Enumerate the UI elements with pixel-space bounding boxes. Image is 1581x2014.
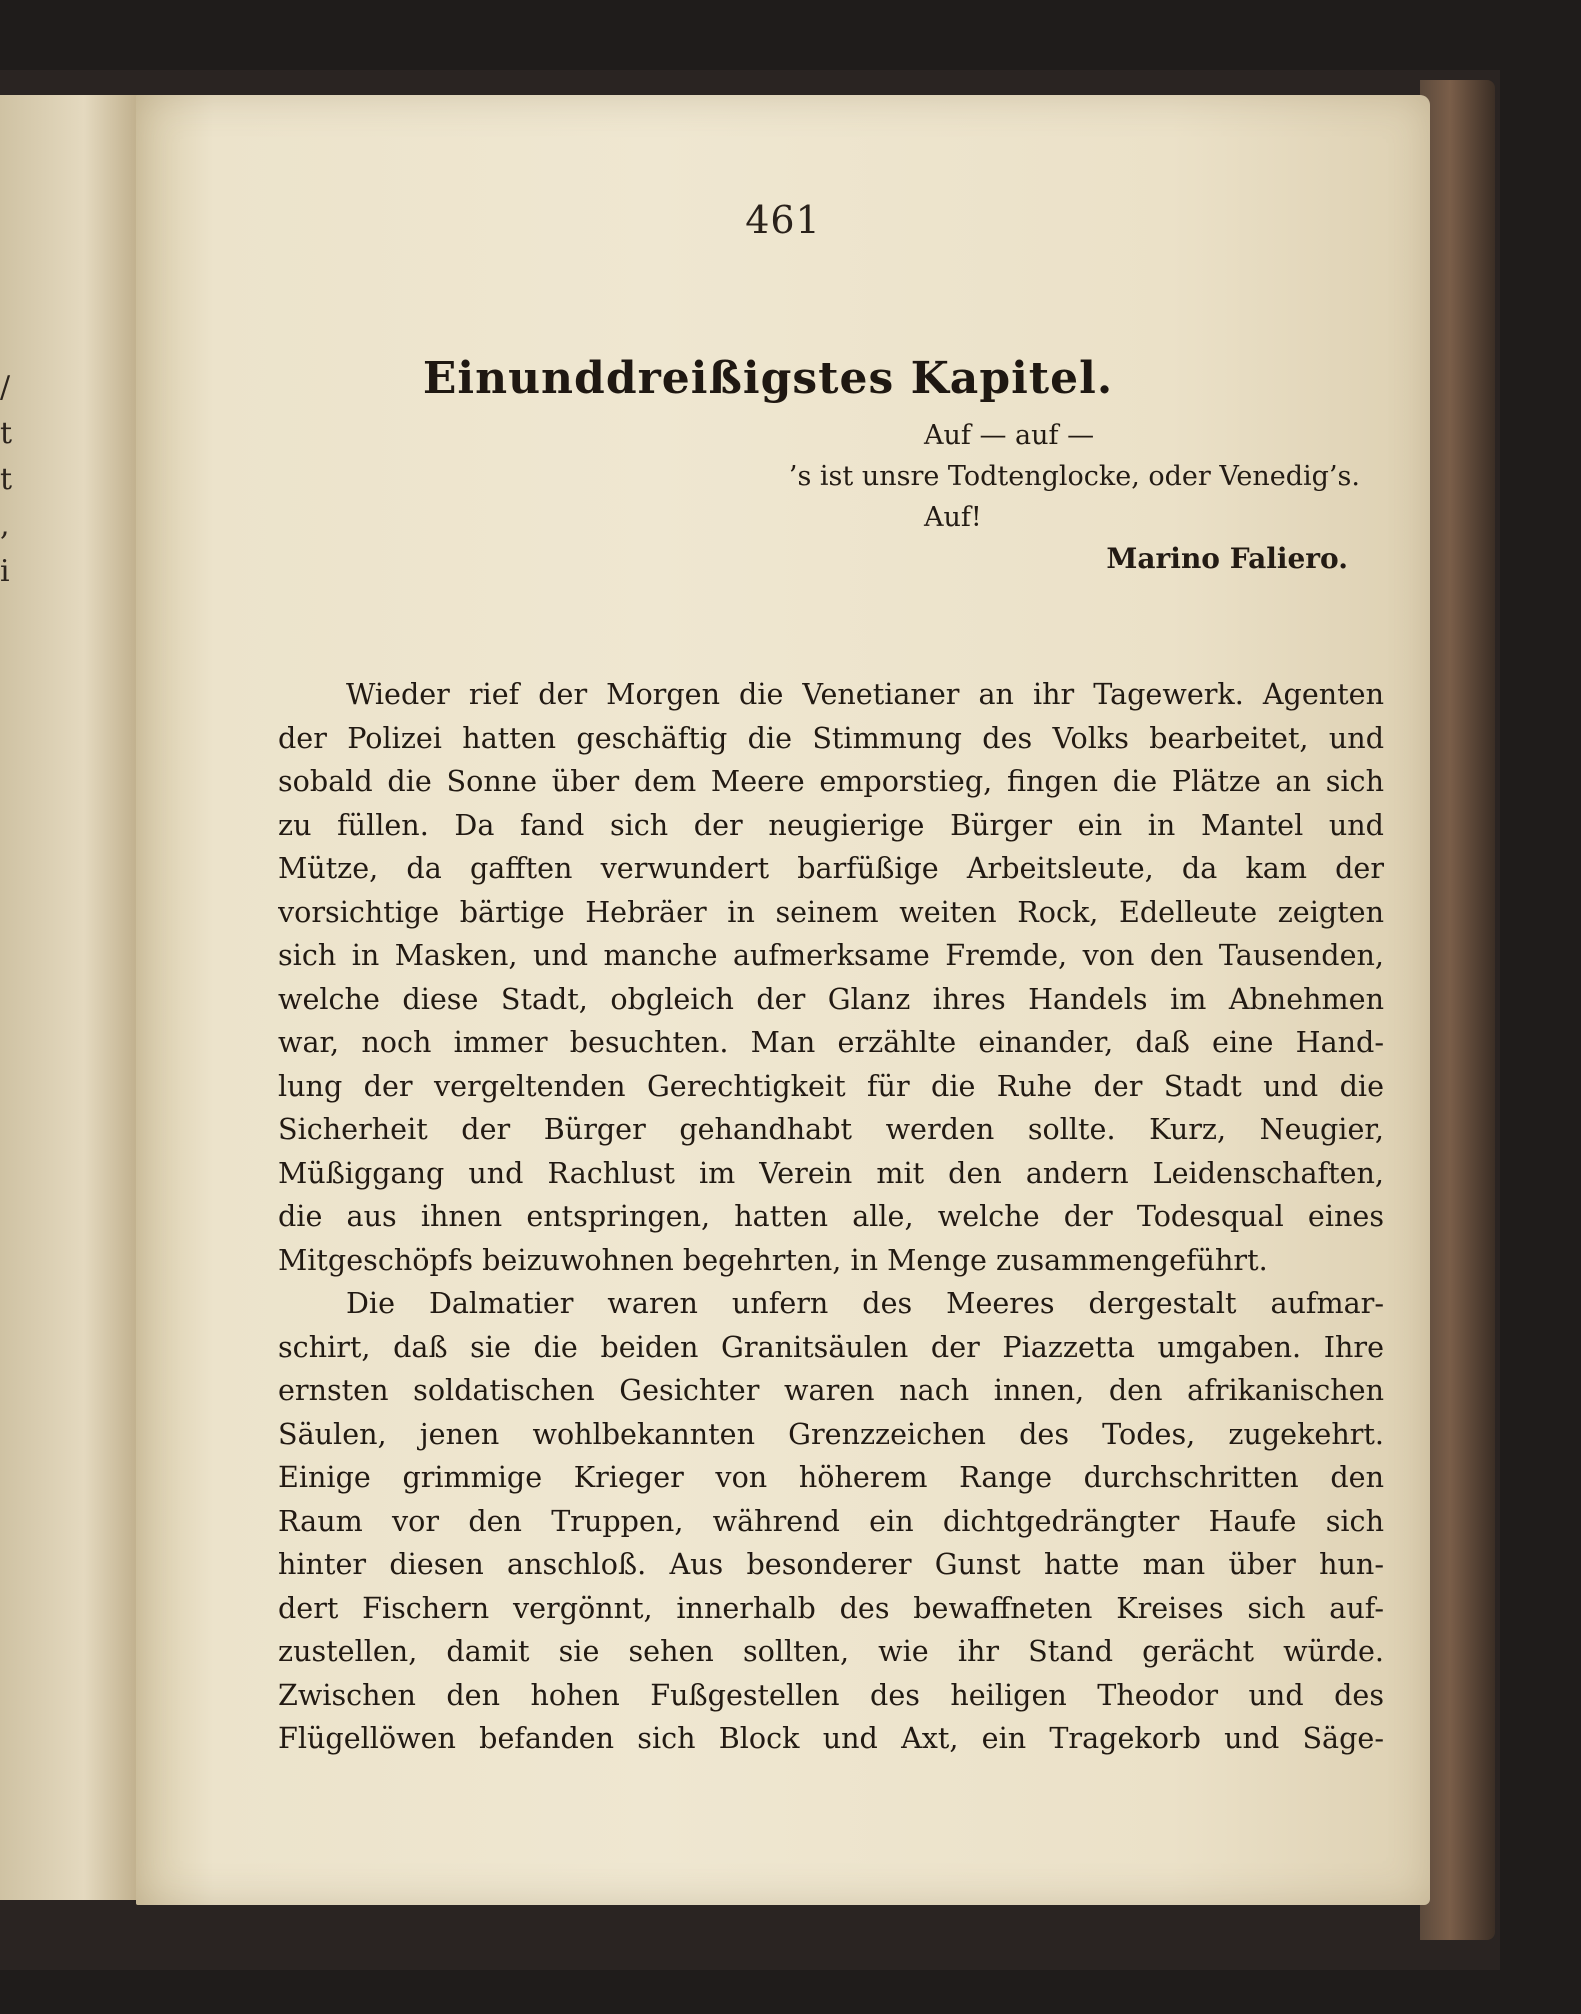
- text-line: Wieder rief der Morgen die Venetianer an ihr Tagewerk. Agenten: [346, 677, 1384, 711]
- text-line: die aus ihnen entspringen, hatten alle, welche der Todesqual eines: [278, 1199, 1384, 1233]
- left-page-edge: [0, 95, 142, 1900]
- text-line: Sicherheit der Bürger gehandhabt werden sollte. Kurz, Neugier,: [278, 1112, 1384, 1146]
- text-line: lung der vergeltenden Gerechtigkeit für die Ruhe der Stadt und die: [278, 1068, 1384, 1103]
- text-line: vorsichtige bärtige Hebräer in seinem weiten Rock, Edelleute zeigten: [278, 894, 1384, 929]
- text-line: Säulen, jenen wohlbekannten Grenzzeichen des Todes, zugekehrt.: [278, 1416, 1384, 1451]
- chapter-motto: [660, 415, 1360, 579]
- left-page-marks: [0, 365, 16, 595]
- page-number: 461: [745, 198, 821, 242]
- left-mark: i: [0, 554, 10, 589]
- text-line: Flügellöwen befanden sich Block und Axt, ein Tragekorb und Säge-: [278, 1721, 1384, 1755]
- text-line: Mütze, da gafften verwundert barfüßige Arbeitsleute, da kam der: [278, 851, 1384, 885]
- paragraph-2: [278, 1282, 1384, 1761]
- left-mark: /: [0, 370, 11, 405]
- text-line: Einige grimmige Krieger von höherem Range durchschritten den: [278, 1460, 1384, 1494]
- left-mark: t: [0, 416, 13, 451]
- body-text: [278, 673, 1384, 1761]
- motto-line: Auf!: [924, 502, 982, 533]
- motto-author: Marino Faliero.: [1106, 542, 1348, 575]
- text-line: ernsten soldatischen Gesichter waren nach innen, den afrikanischen: [278, 1373, 1384, 1407]
- text-line: sich in Masken, und manche aufmerksame Fremde, von den Tausenden,: [278, 938, 1384, 972]
- chapter-title: Einunddreißigstes Kapitel.: [422, 353, 1114, 404]
- text-line: war, noch immer besuchten. Man erzählte einander, daß eine Hand-: [278, 1025, 1384, 1059]
- text-line: dert Fischern vergönnt, innerhalb des bewaffneten Kreises sich auf-: [278, 1590, 1384, 1625]
- text-line: Mitgeschöpfs beizuwohnen begehrten, in Menge zusammengeführt.: [278, 1242, 1268, 1277]
- text-line: schirt, daß sie die beiden Granitsäulen der Piazzetta umgaben. Ihre: [278, 1329, 1384, 1364]
- left-mark: ,: [0, 508, 10, 543]
- motto-line: Auf — auf —: [924, 420, 1095, 451]
- text-line: der Polizei hatten geschäftig die Stimmung des Volks bearbeitet, und: [278, 720, 1384, 755]
- text-line: Raum vor den Truppen, während ein dichtgedrängter Haufe sich: [278, 1503, 1384, 1538]
- text-line: Müßiggang und Rachlust im Verein mit den andern Leidenschaften,: [278, 1155, 1384, 1190]
- paragraph-1: [278, 673, 1384, 1282]
- text-line: Zwischen den hohen Fußgestellen des heiligen Theodor und des: [278, 1677, 1384, 1712]
- left-mark: t: [0, 462, 13, 497]
- book-page: [136, 95, 1430, 1905]
- text-line: zustellen, damit sie sehen sollten, wie ihr Stand gerächt würde.: [278, 1634, 1384, 1668]
- text-line: hinter diesen anschloß. Aus besonderer Gunst hatte man über hun-: [278, 1547, 1384, 1581]
- text-line: Die Dalmatier waren unfern des Meeres dergestalt aufmar-: [346, 1286, 1384, 1320]
- motto-line: ’s ist unsre Todtenglocke, oder Venedig’s.: [788, 461, 1360, 492]
- book-cover-edge: [1420, 80, 1495, 1940]
- text-line: sobald die Sonne über dem Meere emporstieg, fingen die Plätze an sich: [278, 764, 1384, 798]
- text-line: welche diese Stadt, obgleich der Glanz ihres Handels im Abnehmen: [278, 981, 1384, 1016]
- text-line: zu füllen. Da fand sich der neugierige Bürger ein in Mantel und: [278, 807, 1384, 842]
